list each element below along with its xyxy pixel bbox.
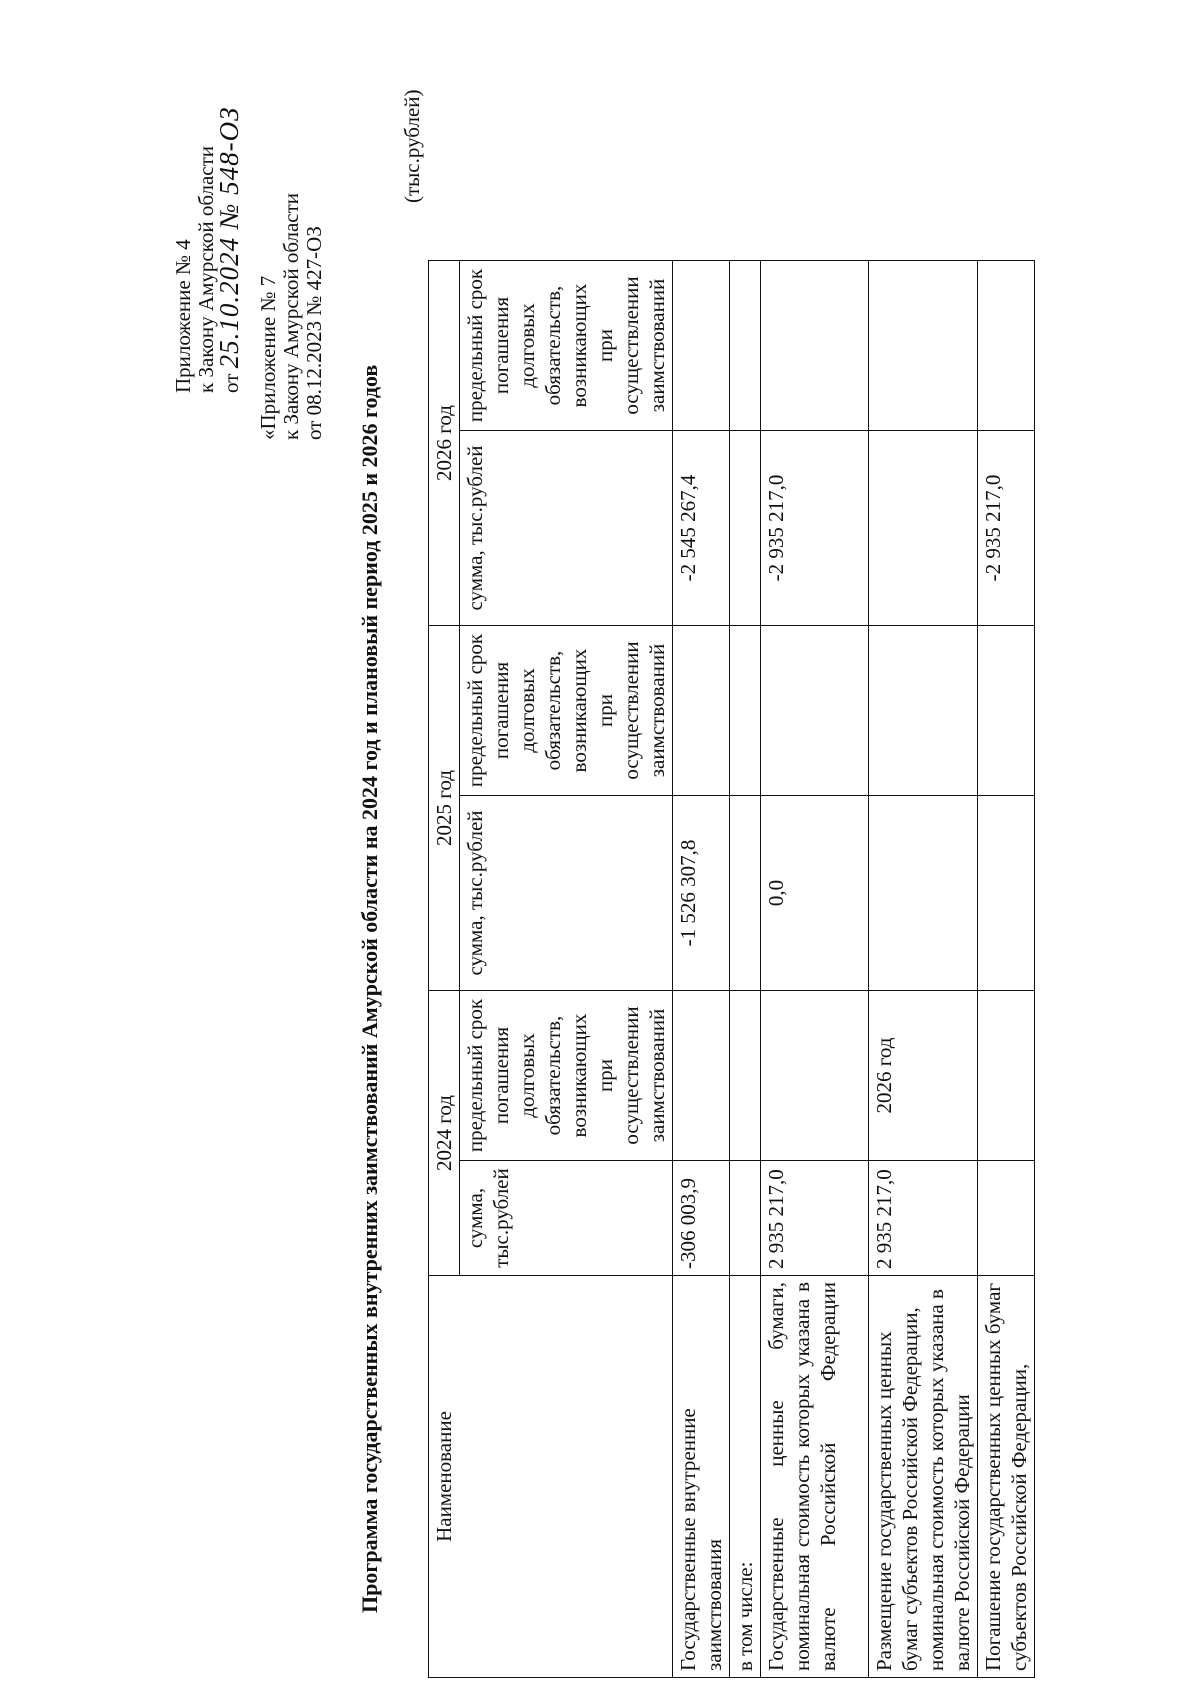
cell-term-2025 [673, 626, 730, 796]
cell-term-2026 [978, 261, 1035, 431]
subheader-term-2025: предельный срок погашения долговых обязательств, возникающих при осуществлении заимствований [460, 626, 673, 796]
prev-line-1: «Приложение № 7 [256, 275, 280, 440]
cell-term-2026 [673, 261, 730, 431]
cell-sum-2024: 2 935 217,0 [761, 1161, 869, 1276]
cell-term-2026 [869, 261, 978, 431]
cell-term-2026 [730, 261, 761, 431]
cell-sum-2026 [869, 431, 978, 626]
borrowings-table [428, 260, 1035, 1678]
annex-date-prefix: от [219, 373, 243, 393]
subheader-term-2024: предельный срок погашения долговых обязательств, возникающих при осуществлении заимствований [460, 991, 673, 1161]
cell-term-2025 [869, 626, 978, 796]
cell-sum-2026: -2 935 217,0 [761, 431, 869, 626]
cell-sum-2025 [730, 796, 761, 991]
cell-sum-2025: 0,0 [761, 796, 869, 991]
cell-term-2025 [761, 626, 869, 796]
cell-sum-2025 [869, 796, 978, 991]
col-header-year-2026: 2026 год [429, 261, 460, 626]
previous-annex-header [257, 193, 326, 440]
cell-sum-2026: -2 545 267,4 [673, 431, 730, 626]
table-row [730, 261, 761, 1678]
table-row [869, 261, 978, 1678]
cell-sum-2024 [978, 1161, 1035, 1276]
cell-sum-2025 [978, 796, 1035, 991]
cell-term-2024: 2026 год [869, 991, 978, 1161]
cell-sum-2026: -2 935 217,0 [978, 431, 1035, 626]
annex-line-3 [214, 106, 244, 393]
col-header-year-2024: 2024 год [429, 991, 460, 1276]
cell-sum-2025: -1 526 307,8 [673, 796, 730, 991]
row-name: Государственные внутренние заимствования [673, 1276, 730, 1678]
cell-term-2025 [978, 626, 1035, 796]
cell-term-2025 [730, 626, 761, 796]
row-name: в том числе: [730, 1276, 761, 1678]
cell-sum-2026 [730, 431, 761, 626]
row-name: Размещение государственных ценных бумаг субъектов Российской Федерации, номинальная стоимость которых указана в валюте Российской Федерации [869, 1276, 978, 1678]
cell-term-2026 [761, 261, 869, 431]
prev-line-2: к Закону Амурской области [279, 192, 303, 440]
table-row [761, 261, 869, 1678]
cell-term-2024 [978, 991, 1035, 1161]
cell-term-2024 [730, 991, 761, 1161]
subheader-sum-2025: сумма, тыс.рублей [460, 796, 673, 991]
cell-sum-2024 [730, 1161, 761, 1276]
handwritten-date-number: 25.10.2024 № 548-ОЗ [214, 106, 244, 369]
row-name: Государственные ценные бумаги, номинальная стоимость которых указана в валюте Российской Федерации [761, 1276, 869, 1678]
cell-term-2024 [673, 991, 730, 1161]
cell-sum-2024: 2 935 217,0 [869, 1161, 978, 1276]
col-header-name: Наименование [429, 1276, 673, 1678]
annex-line-1: Приложение № 4 [171, 239, 195, 393]
document-title: Программа государственных внутренних заимствований Амурской области на 2024 год и плановый период 2025 и 2026 годов [357, 364, 382, 1613]
annex-line-2: к Закону Амурской области [194, 145, 218, 393]
annex-header [172, 107, 243, 393]
header-row-years [429, 261, 460, 1678]
subheader-sum-2024: сумма, тыс.рублей [460, 1161, 673, 1276]
prev-line-3: от 08.12.2023 № 427-ОЗ [302, 226, 326, 440]
cell-sum-2024: -306 003,9 [673, 1161, 730, 1276]
unit-label: (тыс.рублей) [400, 89, 424, 203]
table-row [673, 261, 730, 1678]
table-row [978, 261, 1035, 1678]
col-header-year-2025: 2025 год [429, 626, 460, 991]
row-name: Погашение государственных ценных бумаг субъектов Российской Федерации, [978, 1276, 1035, 1678]
cell-term-2024 [761, 991, 869, 1161]
subheader-sum-2026: сумма, тыс.рублей [460, 431, 673, 626]
subheader-term-2026: предельный срок погашения долговых обязательств, возникающих при осуществлении заимствований [460, 261, 673, 431]
